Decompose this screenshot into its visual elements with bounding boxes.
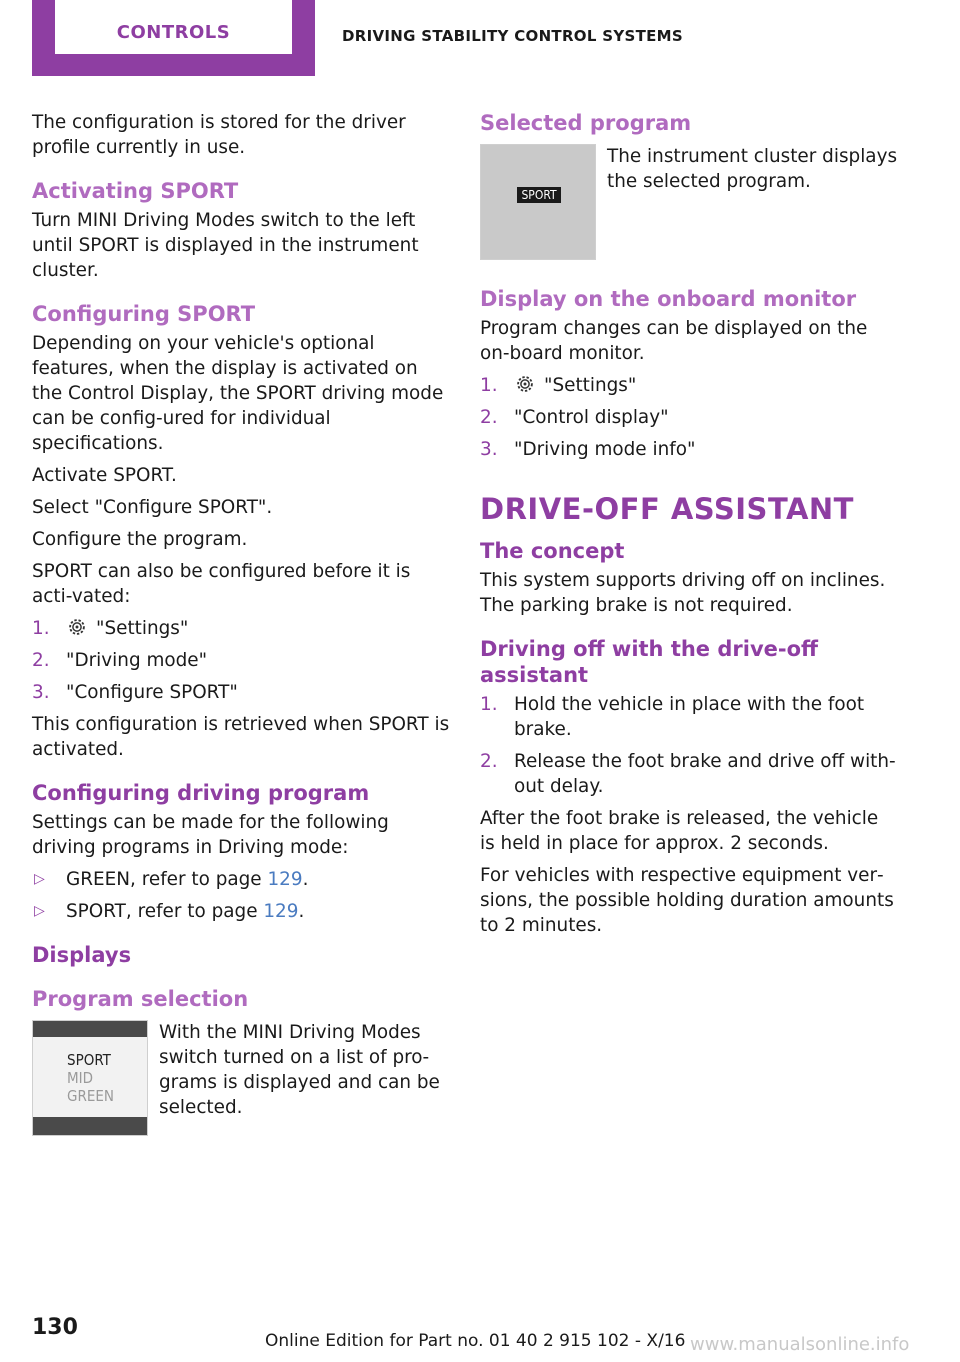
figure-option-mid: MID: [67, 1069, 94, 1087]
gear-icon: [66, 616, 88, 638]
list-item: [480, 692, 898, 742]
bullet-text: SPORT, refer to page: [66, 901, 264, 922]
step-configure: Configure the program.: [32, 529, 248, 550]
onboard-steps-list: [480, 373, 898, 462]
list-item: [480, 749, 898, 799]
step-text: "Driving mode": [66, 650, 208, 671]
heading-activating-sport: Activating SPORT: [32, 179, 239, 203]
onboard-text: Program changes can be displayed on the on‐board monitor.: [480, 318, 868, 364]
figure-option-green: GREEN: [67, 1087, 114, 1105]
page-link[interactable]: 129: [263, 901, 299, 922]
equipment-text: For vehicles with respective equipment ver‐sions, the possible holding duration amounts to 2 minutes.: [480, 865, 894, 936]
heading-onboard-monitor: Display on the onboard monitor: [480, 287, 857, 311]
program-selection-figure-row: [32, 1020, 450, 1136]
gear-icon: [514, 373, 536, 395]
config-steps-list: [32, 616, 450, 705]
selected-text: The instrument cluster displays the selected program.: [607, 146, 898, 192]
heading-drive-off-assistant: DRIVE-OFF ASSISTANT: [480, 492, 854, 526]
bullet-suffix: .: [298, 901, 305, 922]
step-number: 3.: [32, 682, 50, 703]
bullet-suffix: .: [302, 869, 309, 890]
page-link[interactable]: 129: [267, 869, 303, 890]
heading-the-concept: The concept: [480, 539, 625, 563]
heading-configuring-sport: Configuring SPORT: [32, 302, 256, 326]
edition-text: Online Edition for Part no. 01 40 2 915 102 - X/16: [265, 1331, 686, 1351]
program-bullets: [32, 867, 450, 924]
section-title: DRIVING STABILITY CONTROL SYSTEMS: [342, 27, 684, 45]
list-item: [480, 373, 898, 398]
list-item: [32, 899, 450, 924]
list-item: [32, 616, 450, 641]
triangle-bullet-icon: ▷: [34, 871, 45, 887]
left-column: [32, 110, 450, 1136]
chapter-tab-label: CONTROLS: [116, 22, 231, 43]
list-item: [32, 680, 450, 705]
step-text: "Driving mode info": [514, 439, 696, 460]
list-item: [32, 867, 450, 892]
retrieved-text: This configuration is retrieved when SPORT is activated.: [32, 714, 450, 760]
list-item: [480, 405, 898, 430]
configuring-text: Depending on your vehicle's optional features, when the display is activated on the Control Display, the SPORT driving mode can be config‐ured for individual specifications.: [32, 333, 444, 454]
program-list-figure: [32, 1020, 148, 1136]
list-item: [480, 437, 898, 462]
step-text: Release the foot brake and drive off with‐out delay.: [514, 751, 896, 797]
program-text: Settings can be made for the following driving programs in Driving mode:: [32, 812, 389, 858]
heading-configuring-driving-program: Configuring driving program: [32, 781, 370, 805]
step-number: 3.: [480, 439, 498, 460]
step-number: 2.: [480, 407, 498, 428]
figure-option-sport: SPORT: [67, 1051, 111, 1069]
step-activate: Activate SPORT.: [32, 465, 177, 486]
step-number: 2.: [480, 751, 498, 772]
selected-program-figure-row: [480, 144, 898, 260]
heading-displays: Displays: [32, 943, 132, 967]
page-header: [0, 0, 960, 78]
bullet-text: GREEN, refer to page: [66, 869, 268, 890]
concept-text: This system supports driving off on inclines. The parking brake is not required.: [480, 570, 886, 616]
step-number: 1.: [32, 618, 50, 639]
step-text: "Settings": [544, 375, 637, 396]
step-number: 1.: [480, 375, 498, 396]
right-column: [480, 110, 898, 945]
list-item: [32, 648, 450, 673]
step-select: Select "Configure SPORT".: [32, 497, 273, 518]
driving-off-steps-list: [480, 692, 898, 799]
heading-program-selection: Program selection: [32, 987, 249, 1011]
step-number: 2.: [32, 650, 50, 671]
page-number: 130: [32, 1315, 78, 1340]
before-activation-text: SPORT can also be configured before it is acti‐vated:: [32, 561, 411, 607]
step-text: Hold the vehicle in place with the foot brake.: [514, 694, 865, 740]
released-text: After the foot brake is released, the vehicle is held in place for approx. 2 seconds.: [480, 808, 879, 854]
intro-text: The configuration is stored for the driver profile currently in use.: [32, 112, 406, 158]
step-text: "Control display": [514, 407, 669, 428]
watermark: www.manualsonline.info: [690, 1334, 910, 1355]
heading-selected-program: Selected program: [480, 111, 692, 135]
sport-display-figure: [480, 144, 596, 260]
activating-text: Turn MINI Driving Modes switch to the left until SPORT is displayed in the instrument cluster.: [32, 210, 419, 281]
sport-badge: SPORT: [517, 187, 561, 203]
heading-driving-off: Driving off with the drive-off assistant: [480, 637, 819, 687]
step-text: "Settings": [96, 618, 189, 639]
triangle-bullet-icon: ▷: [34, 903, 45, 919]
selection-text: With the MINI Driving Modes switch turned on a list of pro‐grams is displayed and can be selected.: [159, 1022, 440, 1118]
step-text: "Configure SPORT": [66, 682, 238, 703]
step-number: 1.: [480, 694, 498, 715]
